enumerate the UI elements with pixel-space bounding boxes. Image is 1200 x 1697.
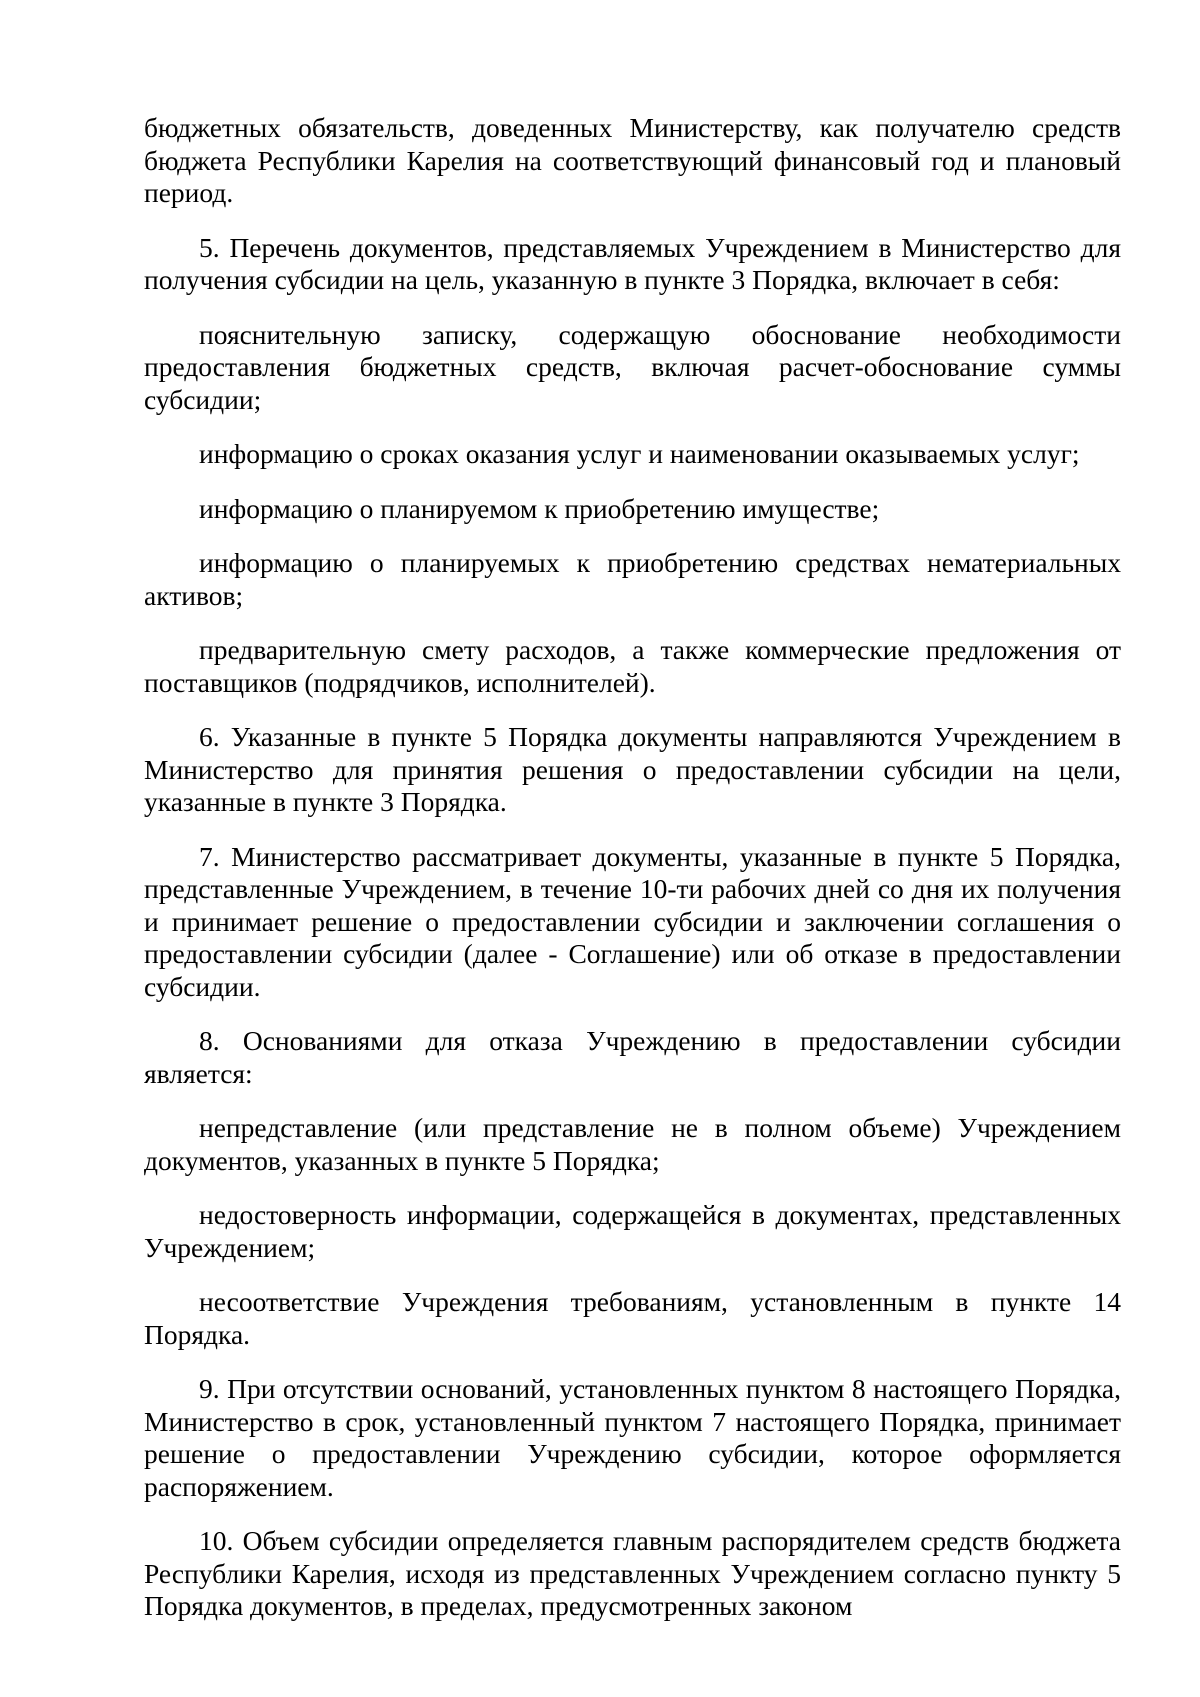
document-page [144, 112, 1121, 1645]
paragraph-continuation: бюджетных обязательств, доведенных Министерству, как получателю средств бюджета Республики Карелия на соответствующий финансовый год и плановый период. [144, 112, 1121, 208]
paragraph-item-8: 8. Основаниями для отказа Учреждению в предоставлении субсидии является: [144, 1025, 1121, 1089]
paragraph-property: информацию о планируемом к приобретению имуществе; [199, 492, 880, 524]
paragraph-non-compliance: несоответствие Учреждения требованиям, установленным в пункте 14 Порядка. [144, 1286, 1121, 1350]
paragraph-explanatory-note: пояснительную записку, содержащую обоснование необходимости предоставления бюджетных средств, включая расчет-обоснование суммы субсидии; [144, 318, 1121, 415]
paragraph-item-9: 9. При отсутствии оснований, установленных пунктом 8 настоящего Порядка, Министерство в срок, установленный пунктом 7 настоящего Порядка, принимает решение о предоставлении Учреждению субсидии, которое оформляется распоряжением. [144, 1373, 1121, 1502]
paragraph-cost-estimate: предварительную смету расходов, а также коммерческие предложения от поставщиков (подрядчиков, исполнителей). [144, 634, 1121, 698]
paragraph-item-10: 10. Объем субсидии определяется главным распорядителем средств бюджета Республики Карелия, исходя из представленных Учреждением согласно пункту 5 Порядка документов, в пределах, предусмотренных законом [144, 1525, 1121, 1621]
paragraph-non-submission: непредставление (или представление не в полном объеме) Учреждением документов, указанных в пункте 5 Порядка; [144, 1112, 1121, 1176]
paragraph-item-6: 6. Указанные в пункте 5 Порядка документы направляются Учреждением в Министерство для принятия решения о предоставлении субсидии на цели, указанные в пункте 3 Порядка. [144, 721, 1121, 817]
paragraph-service-terms: информацию о сроках оказания услуг и наименовании оказываемых услуг; [199, 438, 1080, 469]
paragraph-unreliability: недостоверность информации, содержащейся в документах, представленных Учреждением; [144, 1199, 1121, 1263]
paragraph-intangible-assets: информацию о планируемых к приобретению средствах нематериальных активов; [144, 547, 1121, 611]
paragraph-item-5: 5. Перечень документов, представляемых Учреждением в Министерство для получения субсидии на цель, указанную в пункте 3 Порядка, включает в себя: [144, 231, 1121, 295]
paragraph-item-7: 7. Министерство рассматривает документы, указанные в пункте 5 Порядка, представленные Учреждением, в течение 10-ти рабочих дней со дня их получения и принимает решение о предоставлении субсидии и заключении соглашения о предоставлении субсидии (далее - Соглашение) или об отказе в предоставлении субсидии. [144, 840, 1121, 1002]
